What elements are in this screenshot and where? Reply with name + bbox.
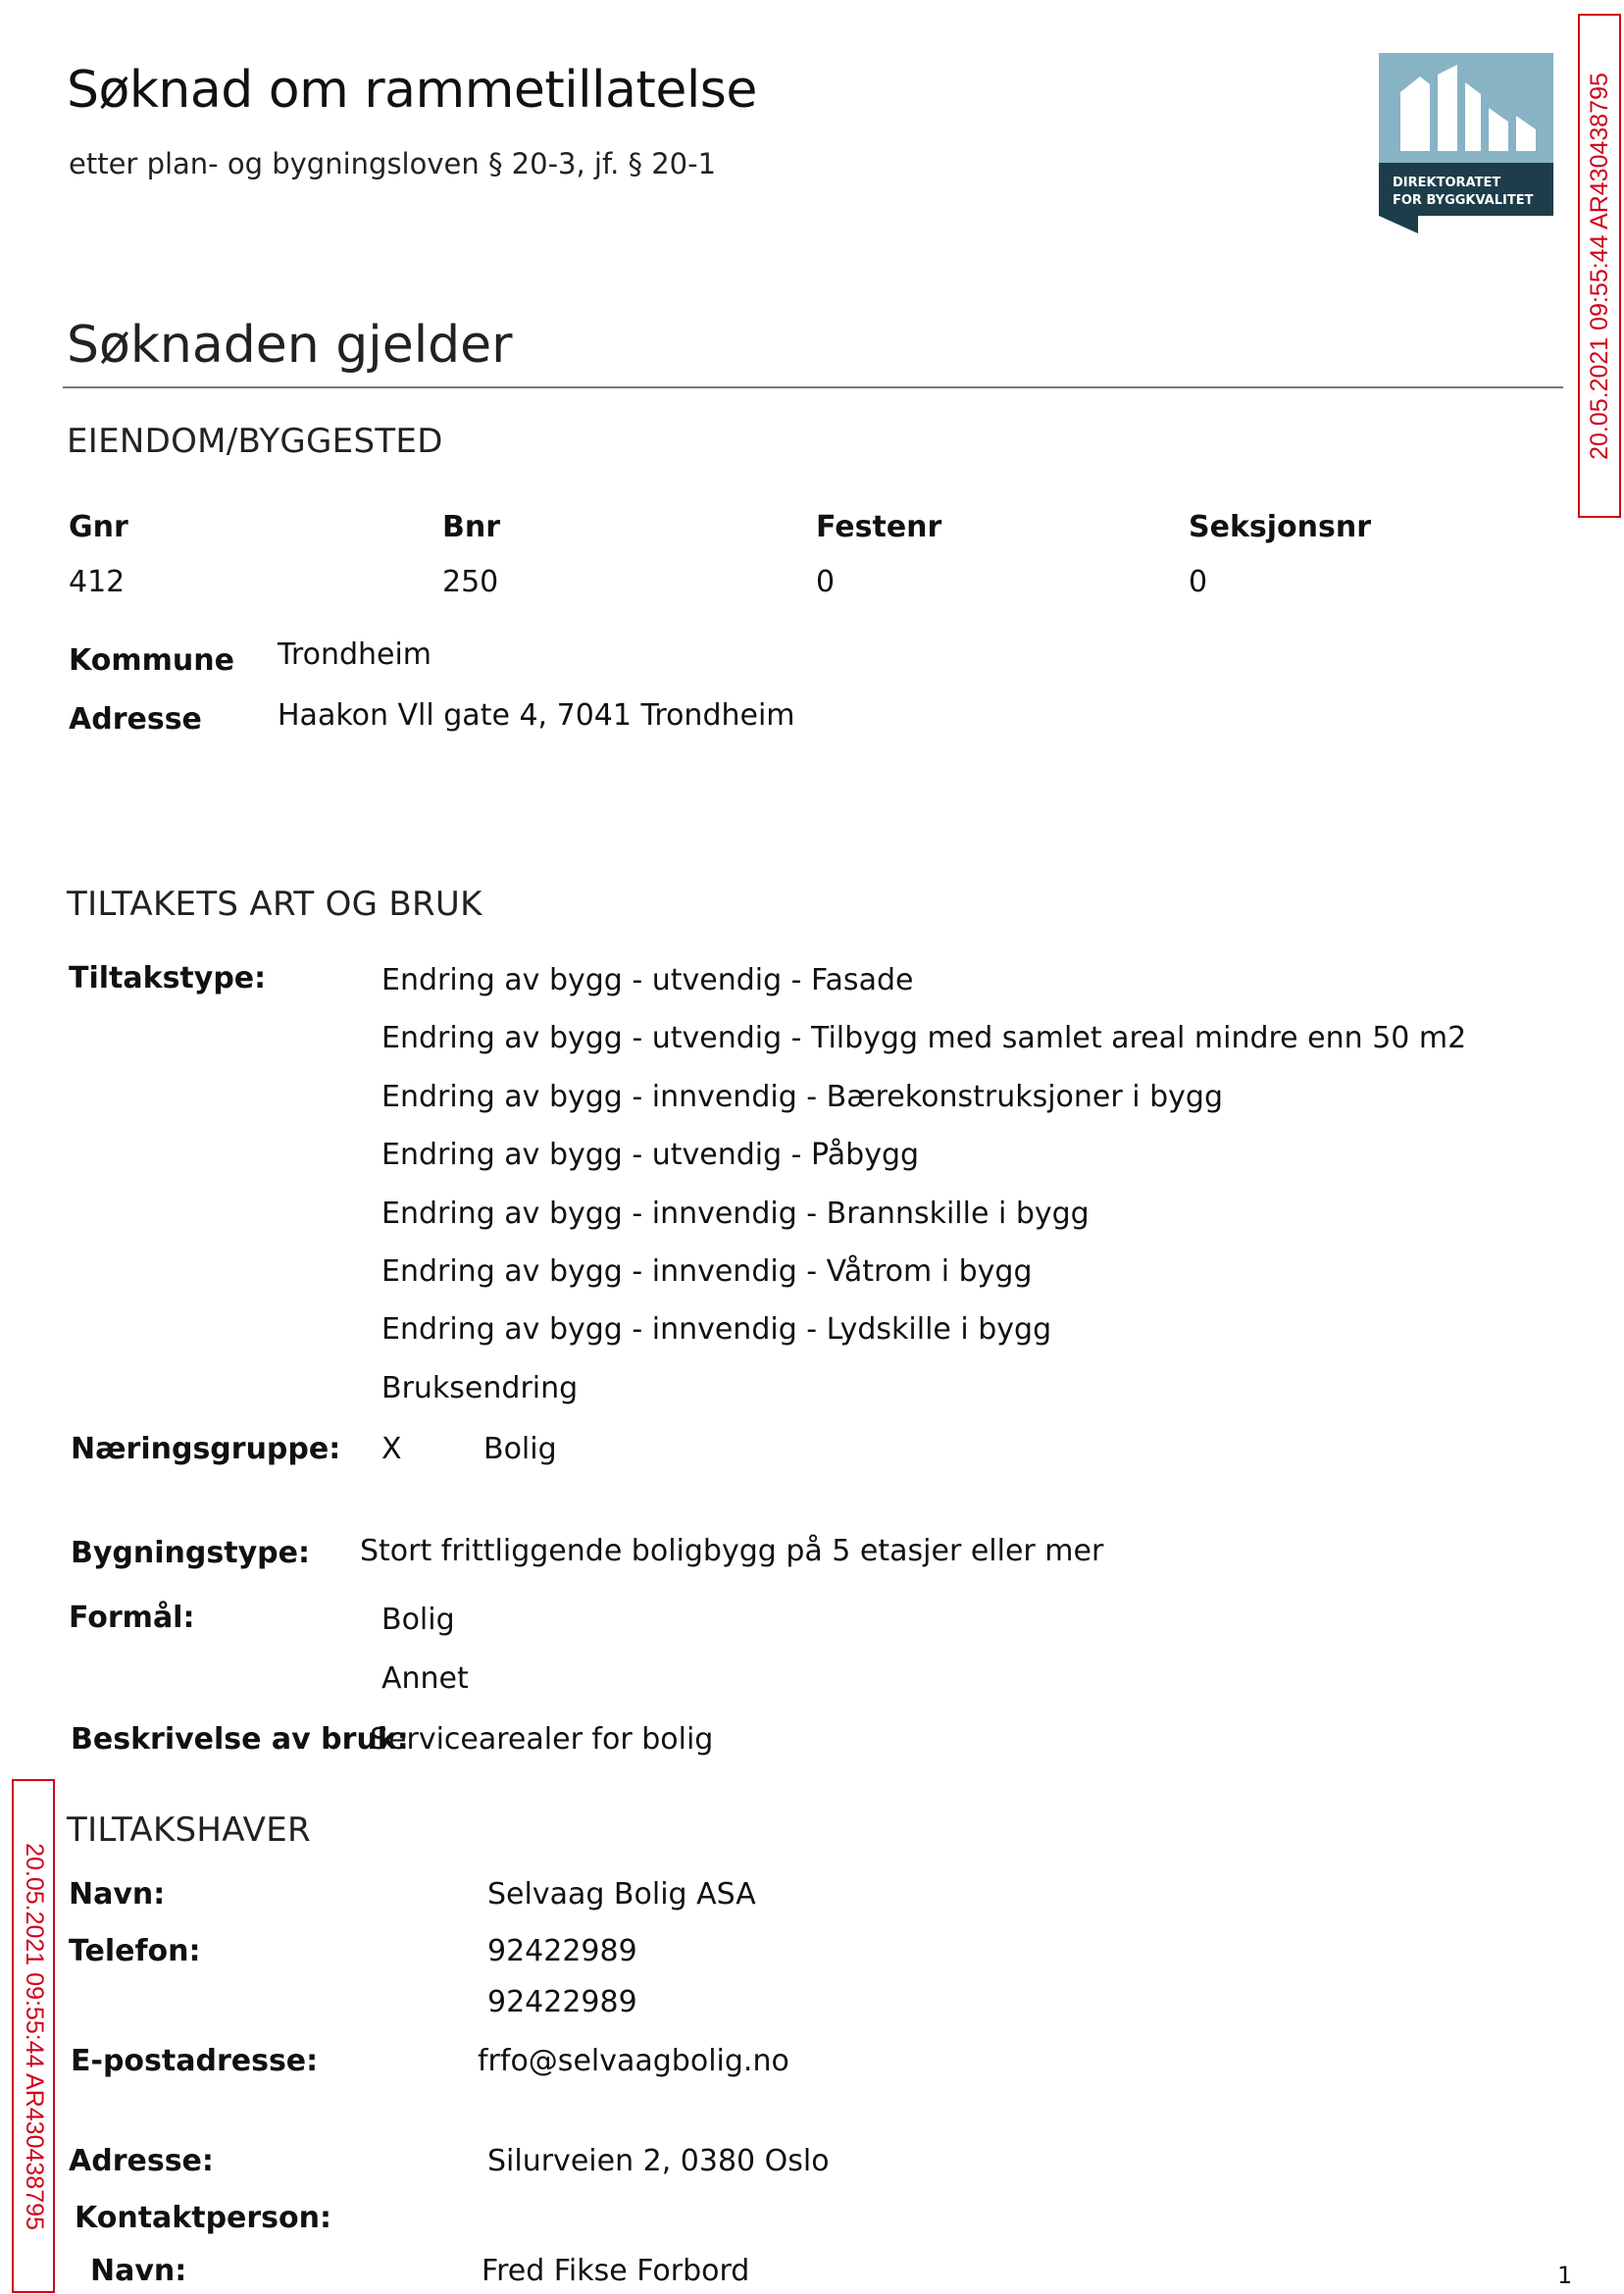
tiltakstype-item: Endring av bygg - innvendig - Bærekonstruksjoner i bygg — [381, 1080, 1224, 1114]
gnr-value: 412 — [69, 565, 126, 599]
tiltakstype-item: Endring av bygg - innvendig - Lydskille i bygg — [381, 1312, 1052, 1347]
kontaktperson-label: Kontaktperson: — [75, 2201, 332, 2235]
beskrivelse-label: Beskrivelse av bruk: — [71, 1722, 409, 1757]
kommune-value: Trondheim — [278, 637, 432, 672]
tiltakstype-label: Tiltakstype: — [69, 961, 267, 995]
document-title: Søknad om rammetillatelse — [67, 61, 757, 120]
tiltakstype-item: Endring av bygg - utvendig - Tilbygg med samlet areal mindre enn 50 m2 — [381, 1021, 1467, 1055]
logo-text-line1: DIREKTORATET — [1393, 176, 1501, 190]
adresse-value: Haakon Vll gate 4, 7041 Trondheim — [278, 698, 795, 733]
stamp-text: 20.05.2021 09:55:44 AR430438795 — [20, 1842, 48, 2230]
navn-value: Selvaag Bolig ASA — [487, 1877, 756, 1912]
telefon-label: Telefon: — [69, 1934, 201, 1968]
logo-text-line2: FOR BYGGKVALITET — [1393, 193, 1534, 208]
tiltak-heading: TILTAKETS ART OG BRUK — [67, 885, 482, 924]
tiltakshaver-adresse-value: Silurveien 2, 0380 Oslo — [487, 2144, 830, 2178]
tiltakstype-item: Endring av bygg - innvendig - Våtrom i bygg — [381, 1254, 1033, 1289]
seksjonsnr-label: Seksjonsnr — [1189, 510, 1372, 544]
stamp-text: 20.05.2021 09:55:44 AR430438795 — [1585, 72, 1613, 460]
naeringsgruppe-label: Næringsgruppe: — [71, 1432, 341, 1466]
seksjonsnr-value: 0 — [1189, 565, 1208, 599]
naeringsgruppe-value: Bolig — [483, 1432, 557, 1466]
tiltakstype-item: Endring av bygg - utvendig - Påbygg — [381, 1138, 920, 1172]
gnr-label: Gnr — [69, 510, 128, 544]
section-divider — [63, 386, 1563, 388]
beskrivelse-value: Servicearealer for bolig — [370, 1722, 714, 1757]
formal-value: Annet — [381, 1661, 469, 1696]
bygningstype-value: Stort frittliggende boligbygg på 5 etasjer eller mer — [360, 1534, 1104, 1568]
kommune-label: Kommune — [69, 643, 234, 678]
formal-label: Formål: — [69, 1601, 195, 1635]
section-title: Søknaden gjelder — [67, 316, 513, 375]
received-stamp-top — [1578, 14, 1621, 518]
kontakt-navn-value: Fred Fikse Forbord — [482, 2254, 750, 2288]
building-logo-icon — [1379, 53, 1553, 243]
adresse-label: Adresse — [69, 702, 202, 737]
document-subtitle: etter plan- og bygningsloven § 20-3, jf. § 20-1 — [69, 147, 717, 180]
bnr-value: 250 — [442, 565, 499, 599]
formal-value: Bolig — [381, 1603, 455, 1637]
page-number: 1 — [1557, 2262, 1573, 2289]
bygningstype-label: Bygningstype: — [71, 1536, 310, 1570]
epost-value: frfo@selvaagbolig.no — [478, 2044, 789, 2078]
tiltakstype-item: Endring av bygg - utvendig - Fasade — [381, 963, 914, 997]
kontakt-navn-label: Navn: — [90, 2254, 187, 2288]
tiltakshaver-adresse-label: Adresse: — [69, 2144, 214, 2178]
dibk-logo — [1379, 53, 1553, 243]
received-stamp-left — [12, 1779, 55, 2293]
telefon-value: 92422989 — [487, 1985, 637, 2019]
navn-label: Navn: — [69, 1877, 166, 1912]
festenr-label: Festenr — [816, 510, 942, 544]
tiltakstype-item: Bruksendring — [381, 1371, 579, 1405]
bnr-label: Bnr — [442, 510, 501, 544]
eiendom-heading: EIENDOM/BYGGESTED — [67, 422, 443, 461]
festenr-value: 0 — [816, 565, 836, 599]
epost-label: E-postadresse: — [71, 2044, 319, 2078]
tiltakshaver-heading: TILTAKSHAVER — [67, 1810, 311, 1850]
telefon-value: 92422989 — [487, 1934, 637, 1968]
tiltakstype-item: Endring av bygg - innvendig - Brannskille i bygg — [381, 1197, 1090, 1231]
naeringsgruppe-code: X — [381, 1432, 402, 1466]
